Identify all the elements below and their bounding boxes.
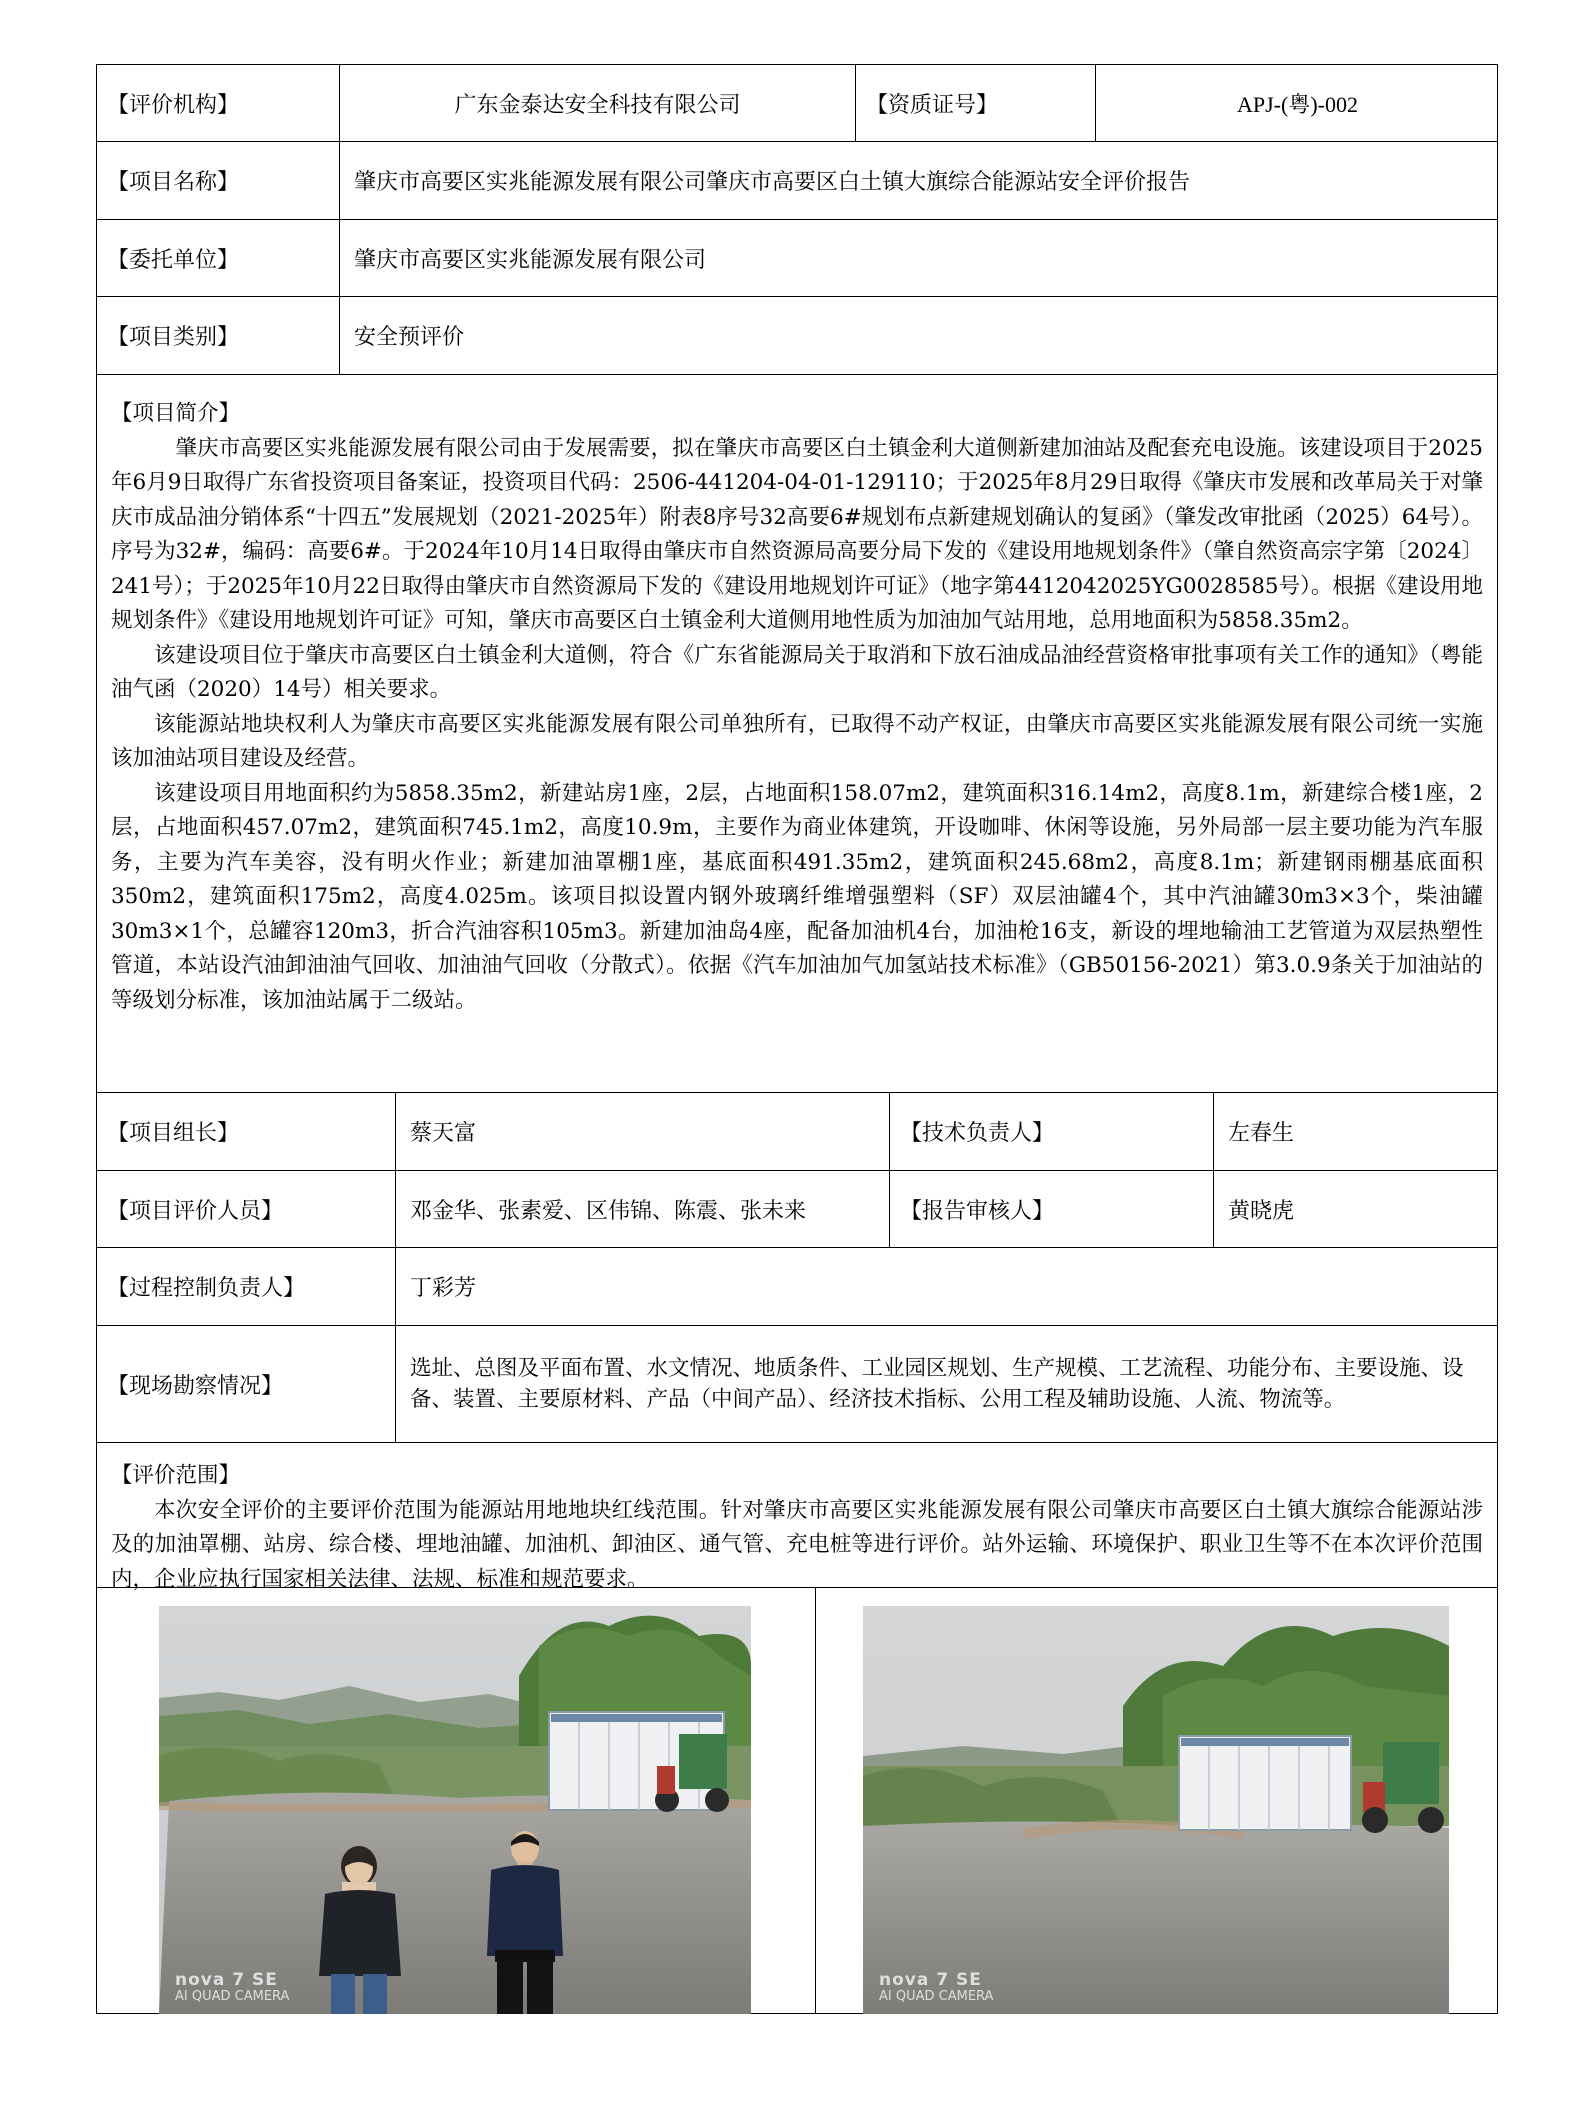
tech-label: 【技术负责人】 xyxy=(889,1093,1213,1170)
site-photo-with-staff xyxy=(159,1606,751,2014)
row-scope xyxy=(97,1443,1497,1592)
evaluators-value: 邓金华、张素爱、区伟锦、陈震、张未来 xyxy=(395,1171,889,1247)
row-client xyxy=(97,220,1497,297)
row-project-name xyxy=(97,142,1497,220)
intro-paragraph-2: 该建设项目位于肇庆市高要区白土镇金利大道侧，符合《广东省能源局关于取消和下放石油成品油经营资格审批事项有关工作的通知》（粤能油气函（2020）14号）相关要求。 xyxy=(111,642,1483,702)
row-photos xyxy=(97,1588,1497,2013)
scope-block xyxy=(111,1459,1483,1597)
watermark-brand-left: nova 7 SE xyxy=(175,1970,278,1990)
row-leader xyxy=(97,1093,1497,1171)
site-photo-vacant-lot xyxy=(863,1606,1449,2014)
row-survey xyxy=(97,1326,1497,1443)
leader-value: 蔡天富 xyxy=(395,1093,889,1170)
client-value: 肇庆市高要区实兆能源发展有限公司 xyxy=(339,220,1499,296)
photo-divider xyxy=(815,1588,817,2013)
row-organization xyxy=(97,65,1497,142)
process-label: 【过程控制负责人】 xyxy=(107,1276,306,1301)
row-intro xyxy=(97,375,1497,1093)
tech-value: 左春生 xyxy=(1213,1093,1499,1170)
watermark-sub-right: AI QUAD CAMERA xyxy=(879,1989,994,2004)
intro-paragraph-4: 该建设项目用地面积约为5858.35m2，新建站房1座，2层，占地面积158.07m2，建筑面积316.14m2，高度8.1m，新建综合楼1座，2层，占地面积457.07m2，建筑面积745.1m2，高度10.9m，主要作为商业体建筑，开设咖啡、休闲等设施，另外局部一层主要功能为汽车服务，主要为汽车美容，没有明火作业；新建加油罩棚1座，基底面积491.35m2，建筑面积245.68m2，高度8.1m；新建钢雨棚基底面积350m2，建筑面积175m2，高度4.025m。该项目拟设置内钢外玻璃纤维增强塑料（SF）双层油罐4个，其中汽油罐30m3×3个，柴油罐30m3×1个，总罐容120m3，折合汽油容积105m3。新建加油岛4座，配备加油机4台，加油枪16支，新设的埋地输油工艺管道为双层热塑性管道，本站设汽油卸油油气回收、加油油气回收（分散式）。依据《汽车加油加气加氢站技术标准》（GB50156-2021）第3.0.9条关于加油站的等级划分标准，该加油站属于二级站。 xyxy=(111,780,1483,1013)
row-category xyxy=(97,297,1497,375)
intro-heading: 【项目简介】 xyxy=(111,401,241,426)
row-evaluators xyxy=(97,1171,1497,1248)
camera-watermark-left xyxy=(175,1970,290,2004)
intro-paragraph-1: 肇庆市高要区实兆能源发展有限公司由于发展需要，拟在肇庆市高要区白土镇金利大道侧新建加油站及配套充电设施。该建设项目于2025年6月9日取得广东省投资项目备案证，投资项目代码：2506-441204-04-01-129110；于2025年8月29日取得《肇庆市发展和改革局关于对肇庆市成品油分销体系“十四五”发展规划（2021-2025年）附表8序号32高要6#规划布点新建规划确认的复函》（肇发改审批函（2025）64号）。序号为32#，编码：高要6#。于2024年10月14日取得由肇庆市自然资源局高要分局下发的《建设用地规划条件》（肇自然资高宗字第〔2024〕241号）；于2025年10月22日取得由肇庆市自然资源局下发的《建设用地规划许可证》（地字第4412042025YG0028585号）。根据《建设用地规划条件》《建设用地规划许可证》可知，肇庆市高要区白土镇金利大道侧用地性质为加油加气站用地，总用地面积为5858.35m2。 xyxy=(111,435,1483,633)
survey-label: 【现场勘察情况】 xyxy=(107,1373,284,1399)
cert-label: 【资质证号】 xyxy=(855,65,1095,141)
project-name-value: 肇庆市高要区实兆能源发展有限公司肇庆市高要区白土镇大旗综合能源站安全评价报告 xyxy=(339,142,1499,219)
category-value: 安全预评价 xyxy=(339,297,1499,374)
site-photo-left-image xyxy=(159,1606,751,2014)
row-process-control xyxy=(97,1248,1497,1326)
org-value: 广东金泰达安全科技有限公司 xyxy=(339,65,855,141)
scope-text: 本次安全评价的主要评价范围为能源站用地地块红线范围。针对肇庆市高要区实兆能源发展有限公司肇庆市高要区白土镇大旗综合能源站涉及的加油罩棚、站房、综合楼、埋地油罐、加油机、卸油区、通气管、充电桩等进行评价。站外运输、环境保护、职业卫生等不在本次评价范围内，企业应执行国家相关法律、法规、标准和规范要求。 xyxy=(111,1497,1483,1592)
category-label: 【项目类别】 xyxy=(107,325,240,350)
process-value: 丁彩芳 xyxy=(395,1248,1499,1325)
site-photo-right-image xyxy=(863,1606,1449,2014)
intro-paragraph-3: 该能源站地块权利人为肇庆市高要区实兆能源发展有限公司单独所有，已取得不动产权证，由肇庆市高要区实兆能源发展有限公司统一实施该加油站项目建设及经营。 xyxy=(111,711,1483,771)
camera-watermark-right xyxy=(879,1970,994,2004)
survey-value: 选址、总图及平面布置、水文情况、地质条件、工业园区规划、生产规模、工艺流程、功能分布、主要设施、设备、装置、主要原材料、产品（中间产品）、经济技术指标、公用工程及辅助设施、人流、物流等。 xyxy=(395,1326,1499,1442)
reviewer-value: 黄晓虎 xyxy=(1213,1171,1499,1247)
project-name-label: 【项目名称】 xyxy=(107,170,240,195)
cert-value: APJ-(粤)-002 xyxy=(1095,65,1499,141)
evaluators-label: 【项目评价人员】 xyxy=(107,1198,284,1224)
org-label: 【评价机构】 xyxy=(107,92,240,118)
report-table xyxy=(96,64,1498,2014)
watermark-brand-right: nova 7 SE xyxy=(879,1970,982,1990)
client-label: 【委托单位】 xyxy=(107,247,240,273)
scope-heading: 【评价范围】 xyxy=(111,1463,241,1488)
intro-block xyxy=(111,397,1483,1018)
watermark-sub-left: AI QUAD CAMERA xyxy=(175,1989,290,2004)
leader-label: 【项目组长】 xyxy=(107,1121,240,1146)
reviewer-label: 【报告审核人】 xyxy=(889,1171,1213,1247)
